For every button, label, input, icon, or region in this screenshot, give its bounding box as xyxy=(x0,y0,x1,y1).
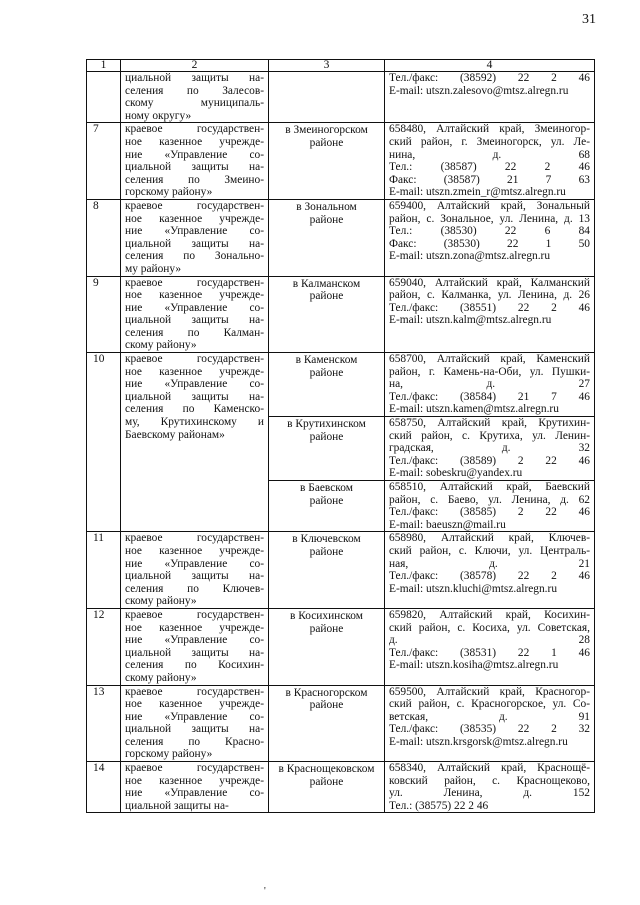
text-line: скому району» xyxy=(125,595,197,608)
text-line: E-mail: sobeskru@yandex.ru xyxy=(389,467,523,480)
text-line: районе xyxy=(309,699,344,712)
district-cell xyxy=(269,481,385,532)
text-line: ное казенное учрежде- xyxy=(125,621,264,634)
text-line: 659500, Алтайский край, Красногор- xyxy=(389,685,590,698)
text-line: в Змеиногорском xyxy=(285,124,368,137)
address-contact-cell xyxy=(385,685,595,762)
text-line: ному округу» xyxy=(125,109,192,122)
text-line: циальной защиты на- xyxy=(125,72,264,84)
text-line: районе xyxy=(309,775,344,788)
text-line: в Ключевском xyxy=(292,533,361,546)
text-line: ное казенное учрежде- xyxy=(125,212,264,225)
district-cell xyxy=(269,353,385,417)
district-cell xyxy=(269,199,385,276)
text-line: Тел./факс: (38531) 22 1 46 xyxy=(389,646,590,659)
text-line: краевое государствен- xyxy=(125,123,264,136)
text-line: ное казенное учрежде- xyxy=(125,365,264,378)
text-line: районе xyxy=(309,213,344,226)
institution-name xyxy=(121,353,269,532)
text-line: Тел.: (38575) 22 2 46 xyxy=(389,799,489,812)
row-number: 11 xyxy=(87,532,121,609)
table-row xyxy=(87,762,595,813)
institution-name xyxy=(121,608,269,685)
text-line: скому муниципаль- xyxy=(125,97,264,110)
text-line: селения по Красно- xyxy=(125,735,264,748)
district-cell xyxy=(269,762,385,813)
institution-name xyxy=(121,199,269,276)
text-line: краевое государствен- xyxy=(125,762,264,775)
text-line: 658980, Алтайский край, Ключев- xyxy=(389,532,590,545)
text-line: му району» xyxy=(125,262,182,275)
page-number: 31 xyxy=(582,12,596,27)
district-cell xyxy=(269,417,385,481)
text-line: ное казенное учрежде- xyxy=(125,544,264,557)
column-header-3: 3 xyxy=(269,60,385,72)
text-line: E-mail: utszn.zmein_r@mtsz.alregn.ru xyxy=(389,186,566,199)
text-line: 658480, Алтайский край, Змеиногор- xyxy=(389,123,590,136)
text-line: ние «Управление со- xyxy=(125,710,264,723)
text-line: 658700, Алтайский край, Каменский xyxy=(389,353,590,366)
text-line: районе xyxy=(309,494,344,507)
column-header-2: 2 xyxy=(121,60,269,72)
text-line: районе xyxy=(309,430,344,443)
table-row xyxy=(87,123,595,200)
text-line: ние «Управление со- xyxy=(125,225,264,238)
text-line: селения по Змеино- xyxy=(125,173,264,186)
text-line: ние «Управление со- xyxy=(125,557,264,570)
text-line: ние «Управление со- xyxy=(125,787,264,800)
text-line: циальной защиты на- xyxy=(125,646,264,659)
text-line: Тел.: (38587) 22 2 46 xyxy=(389,161,590,174)
text-line: циальной защиты на- xyxy=(125,390,264,403)
text-line: 658510, Алтайский край, Баевский xyxy=(389,481,590,493)
text-line: горскому району» xyxy=(125,186,213,199)
text-line: районе xyxy=(309,622,344,635)
text-line: циальной защиты на- xyxy=(125,314,264,327)
row-number: 9 xyxy=(87,276,121,353)
text-line: скому району» xyxy=(125,671,197,684)
text-line: ние «Управление со- xyxy=(125,301,264,314)
text-line: ное казенное учрежде- xyxy=(125,289,264,302)
institutions-table xyxy=(86,59,595,813)
table-row xyxy=(87,685,595,762)
text-line: ковский район, с. Краснощеково, xyxy=(389,774,590,787)
district-cell xyxy=(269,685,385,762)
text-line: Тел./факс: (38551) 22 2 46 xyxy=(389,301,590,314)
text-line: Тел./факс: (38589) 2 22 46 xyxy=(389,454,590,467)
row-number: 14 xyxy=(87,762,121,813)
text-line: селения по Косихин- xyxy=(125,659,264,672)
text-line: E-mail: utszn.kluchi@mtsz.alregn.ru xyxy=(389,582,558,595)
text-line: Факс: (38530) 22 1 50 xyxy=(389,237,590,250)
address-contact-cell xyxy=(385,417,595,481)
table-row xyxy=(87,353,595,417)
text-line: 658340, Алтайский край, Краснощё- xyxy=(389,762,590,775)
text-line: му, Крутихинскому и xyxy=(125,416,264,429)
table-header-row xyxy=(87,60,595,72)
text-line: ский район, с. Крутиха, ул. Ленин- xyxy=(389,429,590,442)
text-line: E-mail: utszn.kamen@mtsz.alregn.ru xyxy=(389,403,559,416)
text-line: циальной защиты на- xyxy=(125,723,264,736)
row-number: 10 xyxy=(87,353,121,532)
district-cell xyxy=(269,532,385,609)
text-line: в Баевском xyxy=(300,482,353,494)
text-line: ский район, г. Змеиногорск, ул. Ле- xyxy=(389,135,590,148)
district-cell xyxy=(269,72,385,123)
text-line: районе xyxy=(309,136,344,149)
text-line: ский район, с. Ключи, ул. Централь- xyxy=(389,544,590,557)
row-number: 12 xyxy=(87,608,121,685)
table-row xyxy=(87,276,595,353)
text-line: краевое государствен- xyxy=(125,685,264,698)
text-line: краевое государствен- xyxy=(125,353,264,366)
row-number: 8 xyxy=(87,199,121,276)
text-line: краевое государствен- xyxy=(125,532,264,545)
text-line: ние «Управление со- xyxy=(125,634,264,647)
text-line: районе xyxy=(309,366,344,379)
text-line: Тел./факс: (38535) 22 2 32 xyxy=(389,723,590,736)
text-line: E-mail: utszn.zalesovo@mtsz.alregn.ru xyxy=(389,84,569,97)
text-line: район, с. Калманка, ул. Ленина, д. 26 xyxy=(389,289,590,302)
institution-name xyxy=(121,276,269,353)
address-contact-cell xyxy=(385,72,595,123)
text-line: нина, д. 68 xyxy=(389,148,590,161)
text-line: E-mail: utszn.kalm@mtsz.alregn.ru xyxy=(389,314,552,327)
text-line: градская, д. 32 xyxy=(389,442,590,455)
column-header-4: 4 xyxy=(385,60,595,72)
address-contact-cell xyxy=(385,353,595,417)
footer-mark: ' xyxy=(264,886,266,897)
text-line: Тел.: (38530) 22 6 84 xyxy=(389,225,590,238)
table-row xyxy=(87,608,595,685)
text-line: циальной защиты на- xyxy=(125,237,264,250)
text-line: ул. Ленина, д. 152 xyxy=(389,787,590,800)
text-line: селения по Залесов- xyxy=(125,84,264,97)
text-line: циальной защиты на- xyxy=(125,161,264,174)
institution-name xyxy=(121,72,269,123)
text-line: в Зональном xyxy=(296,200,357,213)
text-line: селения по Ключев- xyxy=(125,582,264,595)
text-line: в Калманском xyxy=(292,277,361,290)
table-row xyxy=(87,199,595,276)
text-line: краевое государствен- xyxy=(125,276,264,289)
text-line: Тел./факс: (38585) 2 22 46 xyxy=(389,506,590,519)
text-line: ский район, с. Красногорское, ул. Со- xyxy=(389,698,590,711)
text-line: ние «Управление со- xyxy=(125,148,264,161)
address-contact-cell xyxy=(385,762,595,813)
text-line: ное казенное учрежде- xyxy=(125,774,264,787)
text-line: в Краснощековском xyxy=(278,763,375,776)
institution-name xyxy=(121,685,269,762)
institution-name xyxy=(121,762,269,813)
institution-name xyxy=(121,532,269,609)
text-line: в Крутихинском xyxy=(287,418,366,431)
text-line: E-mail: utszn.zona@mtsz.alregn.ru xyxy=(389,250,551,263)
district-cell xyxy=(269,123,385,200)
table-row xyxy=(87,532,595,609)
text-line: Факс: (38587) 21 7 63 xyxy=(389,173,590,186)
text-line: 658750, Алтайский край, Крутихин- xyxy=(389,417,590,430)
text-line: д. 28 xyxy=(389,634,590,647)
text-line: селения по Калман- xyxy=(125,326,264,339)
text-line: селения по Каменско- xyxy=(125,403,264,416)
text-line: краевое государствен- xyxy=(125,199,264,212)
text-line: районе xyxy=(309,545,344,558)
column-header-1: 1 xyxy=(87,60,121,72)
text-line: селения по Зонально- xyxy=(125,250,264,263)
text-line: E-mail: utszn.kosiha@mtsz.alregn.ru xyxy=(389,659,559,672)
district-cell xyxy=(269,276,385,353)
institution-name xyxy=(121,123,269,200)
text-line: Тел./факс: (38592) 22 2 46 xyxy=(389,72,590,84)
text-line: ский район, с. Косиха, ул. Советская, xyxy=(389,621,590,634)
address-contact-cell xyxy=(385,123,595,200)
text-line: Тел./факс: (38584) 21 7 46 xyxy=(389,390,590,403)
text-line: Баевскому районам» xyxy=(125,428,225,441)
text-line: ветская, д. 91 xyxy=(389,710,590,723)
text-line: циальной защиты на- xyxy=(125,570,264,583)
text-line: ное казенное учрежде- xyxy=(125,698,264,711)
text-line: E-mail: utszn.krsgorsk@mtsz.alregn.ru xyxy=(389,735,568,748)
address-contact-cell xyxy=(385,199,595,276)
text-line: горскому району» xyxy=(125,748,213,761)
text-line: ние «Управление со- xyxy=(125,378,264,391)
row-number: 13 xyxy=(87,685,121,762)
row-number: 7 xyxy=(87,123,121,200)
text-line: 659820, Алтайский край, Косихин- xyxy=(389,608,590,621)
text-line: в Каменском xyxy=(295,354,358,367)
text-line: на, д. 27 xyxy=(389,378,590,391)
address-contact-cell xyxy=(385,608,595,685)
text-line: район, с. Баево, ул. Ленина, д. 62 xyxy=(389,493,590,506)
text-line: скому району» xyxy=(125,339,197,352)
row-number xyxy=(87,72,121,123)
table-row xyxy=(87,72,595,123)
text-line: 659400, Алтайский край, Зональный xyxy=(389,199,590,212)
text-line: краевое государствен- xyxy=(125,608,264,621)
address-contact-cell xyxy=(385,481,595,532)
text-line: в Красногорском xyxy=(285,686,368,699)
text-line: в Косихинском xyxy=(290,609,363,622)
text-line: 659040, Алтайский край, Калманский xyxy=(389,276,590,289)
text-line: циальной защиты на- xyxy=(125,799,229,812)
text-line: район, г. Камень-на-Оби, ул. Пушки- xyxy=(389,365,590,378)
text-line: E-mail: baeuszn@mail.ru xyxy=(389,518,506,531)
address-contact-cell xyxy=(385,532,595,609)
text-line: район, с. Зональное, ул. Ленина, д. 13 xyxy=(389,212,590,225)
district-cell xyxy=(269,608,385,685)
text-line: Тел./факс: (38578) 22 2 46 xyxy=(389,570,590,583)
text-line: ная, д. 21 xyxy=(389,557,590,570)
text-line: районе xyxy=(309,290,344,303)
address-contact-cell xyxy=(385,276,595,353)
text-line: ное казенное учрежде- xyxy=(125,135,264,148)
